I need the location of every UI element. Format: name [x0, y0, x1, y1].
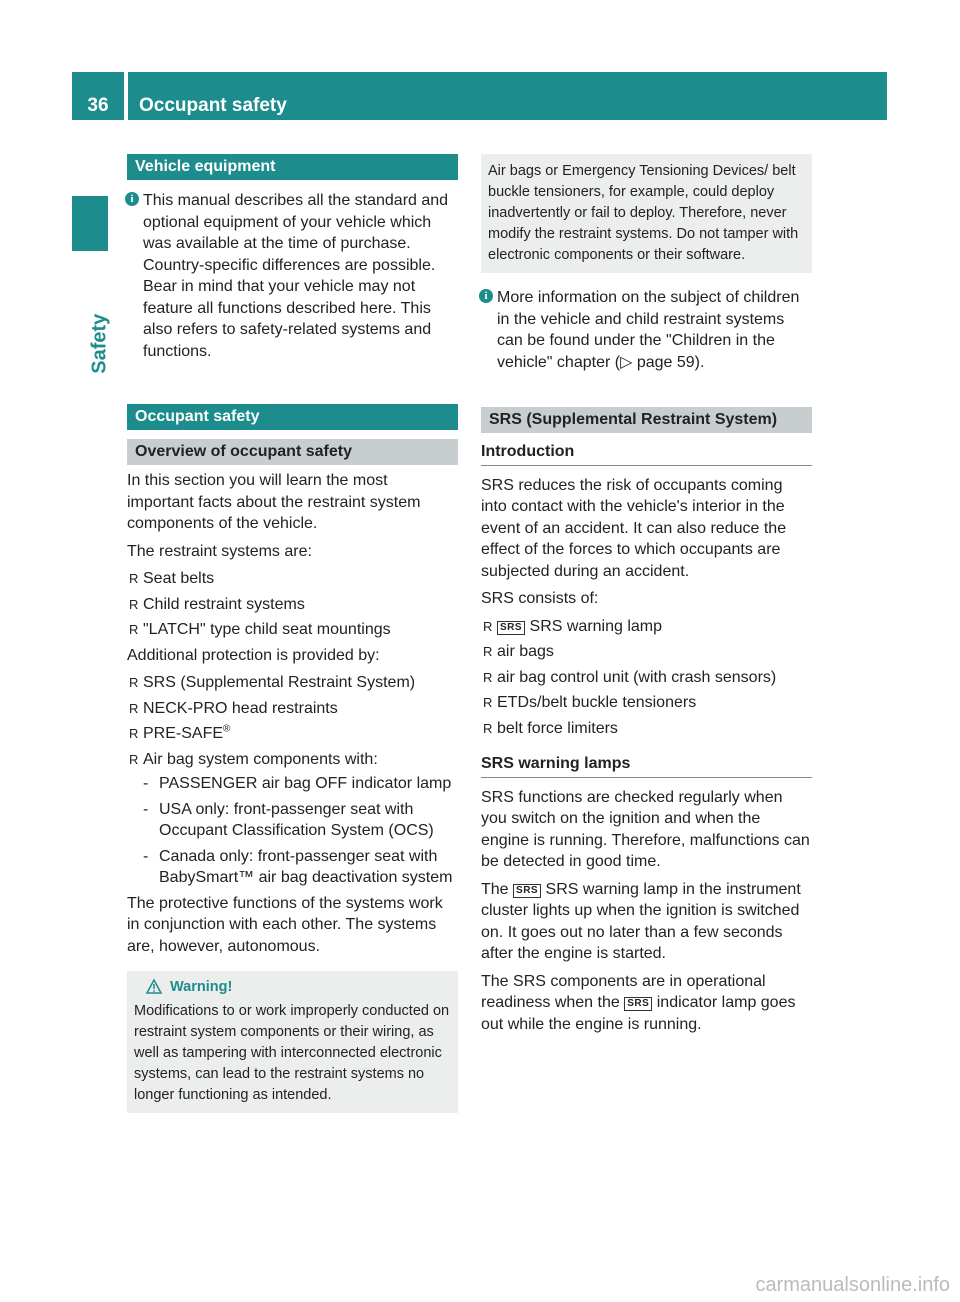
- srs-lamp-icon: SRS: [624, 997, 652, 1011]
- warning-triangle-icon: [146, 979, 162, 994]
- srs-lamp-label: SRS warning lamp: [529, 617, 663, 635]
- children-note-text: More information on the subject of children in the vehicle and child restraint systems can be found under the "Children in the vehicle" chapter (▷ page 59).: [497, 289, 800, 371]
- vehicle-equipment-note: [127, 190, 458, 362]
- airbag-sublist: [127, 773, 458, 889]
- srs-heading: SRS (Supplemental Restraint System): [481, 407, 812, 433]
- lamps-text-2-pre: The: [481, 880, 509, 898]
- consists-label: SRS consists of:: [481, 590, 599, 607]
- lamps-text-3-pre: The SRS components are in operational readiness when the: [481, 972, 766, 1011]
- additional-list: [127, 672, 458, 889]
- lamps-text-3: [481, 971, 812, 1036]
- srs-intro-text: SRS reduces the risk of occupants coming into contact with the vehicle's interior in the event of an accident. It can also reduce the effect of the forces to which occupants are subjected during an accident.: [481, 476, 787, 580]
- side-tab-label: Safety: [88, 313, 111, 374]
- pre-safe-label: PRE-SAFE: [143, 725, 224, 742]
- page-number: 36: [87, 94, 109, 116]
- list-item: R "LATCH" type child seat mountings: [127, 619, 458, 641]
- header-bar: [128, 72, 887, 120]
- list-item: [127, 723, 458, 745]
- introduction-heading: Introduction: [481, 441, 812, 466]
- info-icon: i: [125, 192, 139, 206]
- warning-body: Modifications to or work improperly conducted on restraint system components or their wiring, as well as tampering with interconnected electronic systems, can lead to the restraint systems no longer functioning as intended.: [134, 1003, 450, 1103]
- list-item: R NECK-PRO head restraints: [127, 698, 458, 720]
- right-column: [481, 154, 812, 1041]
- lamps-text: SRS functions are checked regularly when you switch on the ignition and when the engine is running. Therefore, malfunctions can be detected in good time.: [481, 788, 810, 870]
- sub-list-item: - USA only: front-passenger seat with Occupant Classification System (OCS): [127, 799, 458, 842]
- list-item: R SRS (Supplemental Restraint System): [127, 672, 458, 694]
- side-tab-marker: [72, 196, 108, 251]
- overview-heading: Overview of occupant safety: [127, 439, 458, 465]
- vehicle-equipment-heading: Vehicle equipment: [127, 154, 458, 180]
- protective-text: The protective functions of the systems work in conjunction with each other. The systems are, however, autonomous.: [127, 894, 443, 955]
- occupant-safety-heading: Occupant safety: [127, 404, 458, 430]
- list-item: [127, 749, 458, 889]
- info-icon: i: [479, 289, 493, 303]
- warning-box: [127, 971, 458, 1113]
- restraint-label: The restraint systems are:: [127, 542, 312, 560]
- list-item: R Seat belts: [127, 568, 458, 590]
- sub-list-item: - Canada only: front-passenger seat with BabySmart™ air bag deactivation system: [127, 846, 458, 889]
- left-column: [127, 154, 458, 1113]
- list-item: R air bag control unit (with crash sensors): [481, 667, 812, 689]
- srs-consists-list: [481, 616, 812, 740]
- lamps-text-2: [481, 879, 812, 965]
- srs-lamp-icon: SRS: [513, 884, 541, 898]
- intro-text: In this section you will learn the most important facts about the restraint system components of the vehicle.: [127, 472, 421, 532]
- vehicle-equipment-note-text: This manual describes all the standard and optional equipment of your vehicle which was available at the time of purchase. Country-specific differences are possible. Bear in mind that your vehicle may not feature all functions described here. This also refers to safety-related systems and functions.: [143, 192, 449, 360]
- warning-continued-box: [481, 154, 812, 273]
- list-item: R belt force limiters: [481, 718, 812, 740]
- lamps-text-3-post: indicator lamp goes out while the engine is running.: [481, 994, 796, 1033]
- list-item: R Child restraint systems: [127, 594, 458, 616]
- additional-label: Additional protection is provided by:: [127, 646, 380, 664]
- children-note: [481, 287, 812, 373]
- warning-title: [146, 977, 451, 998]
- page-number-box: [72, 72, 124, 120]
- warning-continued-text: Air bags or Emergency Tensioning Devices/ belt buckle tensioners, for example, could deploy inadvertently or fail to deploy. Therefore, never modify the restraint systems. Do not tamper with electronic components or their software.: [488, 163, 799, 263]
- registered-mark: ®: [223, 723, 231, 735]
- list-item: R ETDs/belt buckle tensioners: [481, 692, 812, 714]
- lamps-text-2-post: SRS warning lamp in the instrument cluster lights up when the ignition is switched on. It goes out no later than a few seconds after the engine is started.: [481, 880, 801, 962]
- list-item: R air bags: [481, 641, 812, 663]
- watermark: carmanualsonline.info: [755, 1273, 950, 1296]
- warning-title-text: Warning!: [170, 979, 233, 995]
- restraint-list: [127, 568, 458, 641]
- sub-list-item: - PASSENGER air bag OFF indicator lamp: [127, 773, 458, 795]
- warning-lamps-heading: SRS warning lamps: [481, 753, 812, 778]
- airbag-item-label: Air bag system components with:: [143, 750, 378, 768]
- page-title: Occupant safety: [139, 94, 287, 116]
- list-item: [481, 616, 812, 638]
- srs-lamp-icon: SRS: [497, 621, 525, 635]
